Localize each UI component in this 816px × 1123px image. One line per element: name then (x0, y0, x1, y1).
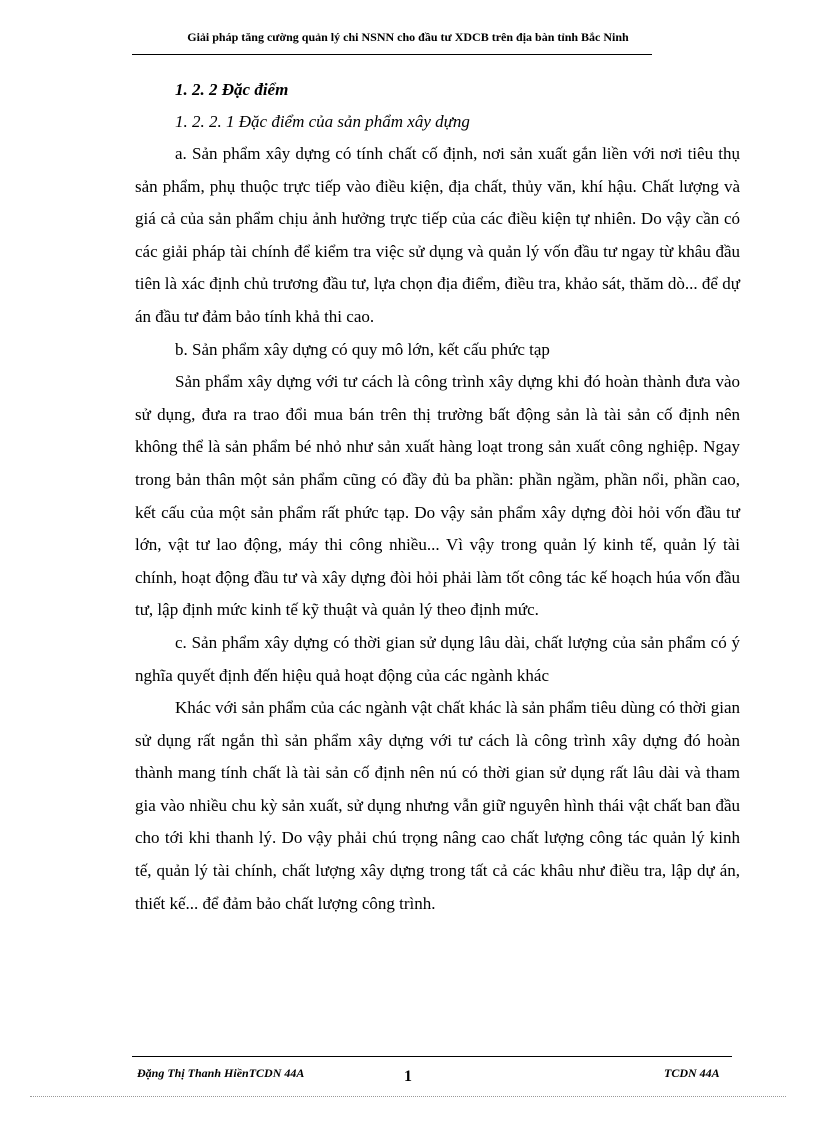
subsection-heading: 1. 2. 2. 1 Đặc điểm của sản phẩm xây dựng (175, 112, 470, 131)
footer-class-code: TCDN 44A (664, 1066, 720, 1080)
paragraph-c-heading: c. Sản phẩm xây dựng có thời gian sử dụng lâu dài, chất lượng của sản phẩm có ý nghĩa quyết định đến hiệu quả hoạt động của các ngành khác (135, 632, 740, 685)
header-divider (132, 54, 652, 55)
footer-divider (132, 1056, 732, 1057)
paragraph-a: a. Sản phẩm xây dựng có tính chất cố định, nơi sản xuất gắn liền với nơi tiêu thụ sản phẩm, phụ thuộc trực tiếp vào điều kiện, địa chất, thủy văn, khí hậu. Chất lượng và giá cả của sản phẩm chịu ảnh hưởng trực tiếp của các điều kiện tự nhiên. Do vậy cần có các giải pháp tài chính để kiểm tra việc sử dụng và quản lý vốn đầu tư ngay từ khâu đầu tiên là xác định chủ trương đầu tư, lựa chọn địa điểm, điều tra, khảo sát, thăm dò... để dự án đầu tư đảm bảo tính khả thi cao. (135, 144, 740, 326)
page-content (135, 74, 740, 920)
footer-author: Đặng Thị Thanh HiềnTCDN 44A (137, 1066, 305, 1080)
page-number: 1 (404, 1068, 412, 1085)
paragraph-b-body: Sản phẩm xây dựng với tư cách là công trình xây dựng khi đó hoàn thành đưa vào sử dụng, đưa ra trao đổi mua bán trên thị trường bất động sản là tài sản cố định nên không thể là sản phẩm bé nhỏ như sản xuất hàng loạt trong sản xuất công nghiệp. Ngay trong bản thân một sản phẩm cũng có đầy đủ ba phần: phần ngầm, phần nổi, phần cao, kết cấu của một sản phẩm rất phức tạp. Do vậy sản phẩm xây dựng đòi hỏi vốn đầu tư lớn, vật tư lao động, máy thi công nhiều... Vì vậy trong quản lý kinh tế, quản lý tài chính, hoạt động đầu tư và xây dựng đòi hỏi phải làm tốt công tác kế hoạch húa vốn đầu tư, lập định mức kinh tế kỹ thuật và quản lý theo định mức. (135, 372, 740, 620)
section-heading: 1. 2. 2 Đặc điểm (175, 80, 289, 99)
page-bottom-border (30, 1096, 786, 1097)
paragraph-c-body: Khác với sản phẩm của các ngành vật chất khác là sản phẩm tiêu dùng có thời gian sử dụng rất ngắn thì sản phẩm xây dựng với tư cách là công trình xây dựng đó hoàn thành mang tính chất là tài sản cố định nên nú có thời gian sử dụng rất lâu dài và tham gia vào nhiều chu kỳ sản xuất, sử dụng nhưng vẫn giữ nguyên hình thái vật chất ban đầu cho tới khi thanh lý. Do vậy phải chú trọng nâng cao chất lượng công tác quản lý kinh tế, quản lý tài chính, chất lượng xây dựng trong tất cả các khâu như điều tra, lập dự án, thiết kế... để đảm bảo chất lượng công trình. (135, 698, 740, 913)
running-header: Giải pháp tăng cường quản lý chi NSNN cho đầu tư XDCB trên địa bàn tỉnh Bắc Ninh (187, 30, 629, 44)
paragraph-b-heading: b. Sản phẩm xây dựng có quy mô lớn, kết cấu phức tạp (175, 339, 550, 359)
